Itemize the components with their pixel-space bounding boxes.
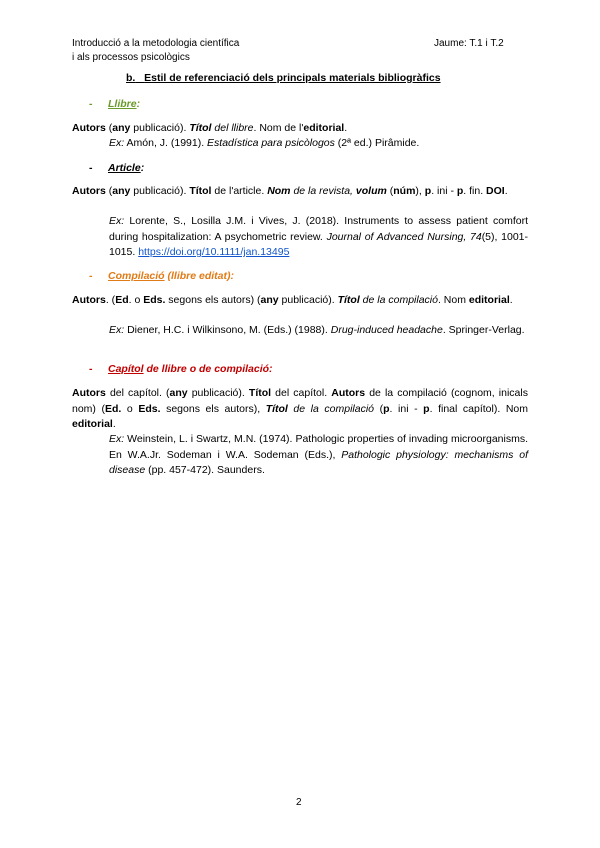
text: . bbox=[112, 418, 116, 430]
section-letter: b. bbox=[126, 72, 136, 84]
bullet-article bbox=[89, 162, 144, 174]
text: de la compilació bbox=[287, 402, 375, 415]
example-label: Ex: bbox=[109, 433, 125, 445]
field-eds: Eds. bbox=[138, 402, 161, 415]
text: . Nom bbox=[437, 294, 469, 306]
text: segons els autors), bbox=[160, 402, 266, 415]
section-title-text: Estil de referenciació dels principals materials bibliogràfics bbox=[144, 72, 441, 84]
field-editorial: editorial bbox=[468, 294, 510, 306]
example-label: Ex: bbox=[109, 215, 125, 227]
article-example bbox=[109, 214, 528, 261]
field-autors: Autors bbox=[72, 387, 106, 399]
field-titol: Títol bbox=[265, 402, 288, 415]
llibre-format bbox=[72, 121, 528, 137]
field-p: p bbox=[423, 402, 430, 415]
bullet-dash: - bbox=[89, 270, 93, 282]
text: publicació). bbox=[130, 185, 190, 197]
compilacio-label-suffix: (llibre editat) bbox=[164, 270, 231, 282]
text: Lorente, S., Losilla J.M. i Vives, J. (2018). Instruments to assess patient comfort during hospitalization: A psychometric review. bbox=[109, 215, 528, 243]
field-any: any bbox=[169, 387, 188, 399]
field-autors: Autors bbox=[72, 294, 106, 306]
text: Amón, J. (1991). bbox=[124, 137, 208, 149]
text: . o bbox=[128, 294, 144, 306]
text: publicació). bbox=[130, 122, 190, 134]
field-autors: Autors bbox=[72, 185, 106, 197]
text: . fin. bbox=[463, 185, 487, 197]
text: . bbox=[504, 185, 508, 197]
compilacio-label: Compilació bbox=[108, 270, 165, 282]
text: ( bbox=[374, 402, 384, 415]
field-p: p bbox=[456, 185, 464, 197]
text: de la compilació (cognom, inicals nom) ( bbox=[72, 387, 528, 415]
field-any: any bbox=[112, 185, 131, 197]
text: (5), 1001-1015. bbox=[109, 230, 529, 258]
llibre-label: Llibre bbox=[108, 98, 137, 110]
field-titol: Títol bbox=[189, 122, 212, 134]
field-titol: Títol bbox=[248, 387, 272, 399]
bullet-dash: - bbox=[89, 162, 93, 174]
text: o bbox=[121, 402, 139, 415]
compilacio-format bbox=[72, 293, 528, 309]
article-format bbox=[72, 184, 528, 200]
text: del capítol. bbox=[271, 387, 332, 399]
llibre-colon: : bbox=[136, 98, 141, 110]
bullet-dash: - bbox=[89, 98, 93, 110]
text: Estadística para psicòlogos bbox=[207, 137, 335, 149]
field-editorial: editorial bbox=[303, 122, 345, 134]
field-doi: DOI bbox=[486, 185, 505, 197]
text: de la compilació bbox=[359, 294, 438, 306]
field-any: any bbox=[112, 122, 131, 134]
text: del llibre bbox=[211, 122, 254, 134]
field-titol: Títol bbox=[337, 294, 360, 306]
text: . bbox=[344, 122, 348, 134]
llibre-example bbox=[109, 136, 528, 152]
text: . ( bbox=[105, 294, 116, 306]
field-autors: Autors bbox=[72, 122, 106, 134]
article-label: Article bbox=[108, 162, 141, 174]
text: de la revista, bbox=[290, 185, 356, 197]
field-any: any bbox=[260, 294, 279, 306]
text: . Nom de l' bbox=[253, 122, 304, 134]
bullet-llibre bbox=[89, 98, 140, 110]
text: Weinstein, L. i Swartz, M.N. (1974). Pathologic properties of invading microorganisms. En W.A.Jr. Sodeman i W.A. Sodeman (Eds.), bbox=[109, 433, 528, 461]
text: del capítol. ( bbox=[105, 387, 170, 399]
text: (pp. 457-472). Saunders. bbox=[145, 464, 265, 476]
field-editorial: editorial bbox=[72, 418, 113, 430]
text: ( bbox=[386, 185, 394, 197]
text: Journal of Advanced Nursing, 74 bbox=[326, 230, 482, 243]
text: publicació). bbox=[278, 294, 338, 306]
field-autors: Autors bbox=[331, 387, 366, 399]
text: (2ª ed.) Pirâmide. bbox=[334, 137, 420, 149]
bullet-compilacio bbox=[89, 270, 234, 282]
compilacio-colon: : bbox=[230, 270, 235, 282]
text: . ini - bbox=[389, 402, 424, 415]
text: Drug-induced headache bbox=[330, 324, 443, 336]
example-label: Ex: bbox=[109, 324, 125, 336]
text: . final capítol). Nom bbox=[429, 402, 529, 415]
text: ), bbox=[415, 185, 425, 197]
section-title bbox=[126, 72, 441, 84]
example-label: Ex: bbox=[109, 137, 125, 149]
bullet-dash: - bbox=[89, 363, 93, 375]
doi-link[interactable]: https://doi.org/10.1111/jan.13495 bbox=[138, 246, 290, 258]
text: segons els autors) ( bbox=[165, 294, 261, 306]
capitol-example bbox=[109, 432, 528, 479]
field-p: p bbox=[383, 402, 390, 415]
capitol-label-suffix: de llibre o de compilació: bbox=[143, 363, 273, 375]
text: . bbox=[509, 294, 513, 306]
capitol-label: Capítol bbox=[108, 363, 144, 375]
text: Pathologic physiology: mechanisms of disease bbox=[109, 448, 528, 476]
text: de l'article. bbox=[211, 185, 268, 197]
field-titol: Títol bbox=[189, 185, 212, 197]
compilacio-example bbox=[109, 323, 528, 339]
field-eds: Eds. bbox=[143, 294, 166, 306]
text: . ini - bbox=[431, 185, 457, 197]
page-number: 2 bbox=[296, 797, 302, 808]
field-ed: Ed. bbox=[105, 402, 122, 415]
header-course-line2: i als processos psicològics bbox=[72, 52, 190, 63]
field-volum: volum bbox=[355, 185, 387, 197]
field-nom: Nom bbox=[267, 185, 291, 197]
text: ( bbox=[105, 185, 113, 197]
field-ed: Ed bbox=[115, 294, 129, 306]
header-left bbox=[72, 37, 239, 65]
text: . Springer-Verlag. bbox=[442, 324, 525, 336]
field-num: núm bbox=[393, 185, 416, 197]
text: Diener, H.C. i Wilkinsono, M. (Eds.) (1988). bbox=[124, 324, 331, 336]
text: publicació). bbox=[187, 387, 249, 399]
capitol-format bbox=[72, 386, 528, 433]
header-course-line1: Introducció a la metodologia científica bbox=[72, 38, 240, 49]
bullet-capitol bbox=[89, 363, 273, 375]
article-colon: : bbox=[140, 162, 145, 174]
field-p: p bbox=[424, 185, 432, 197]
header-right: Jaume: T.1 i T.2 bbox=[434, 38, 504, 49]
text: ( bbox=[105, 122, 113, 134]
